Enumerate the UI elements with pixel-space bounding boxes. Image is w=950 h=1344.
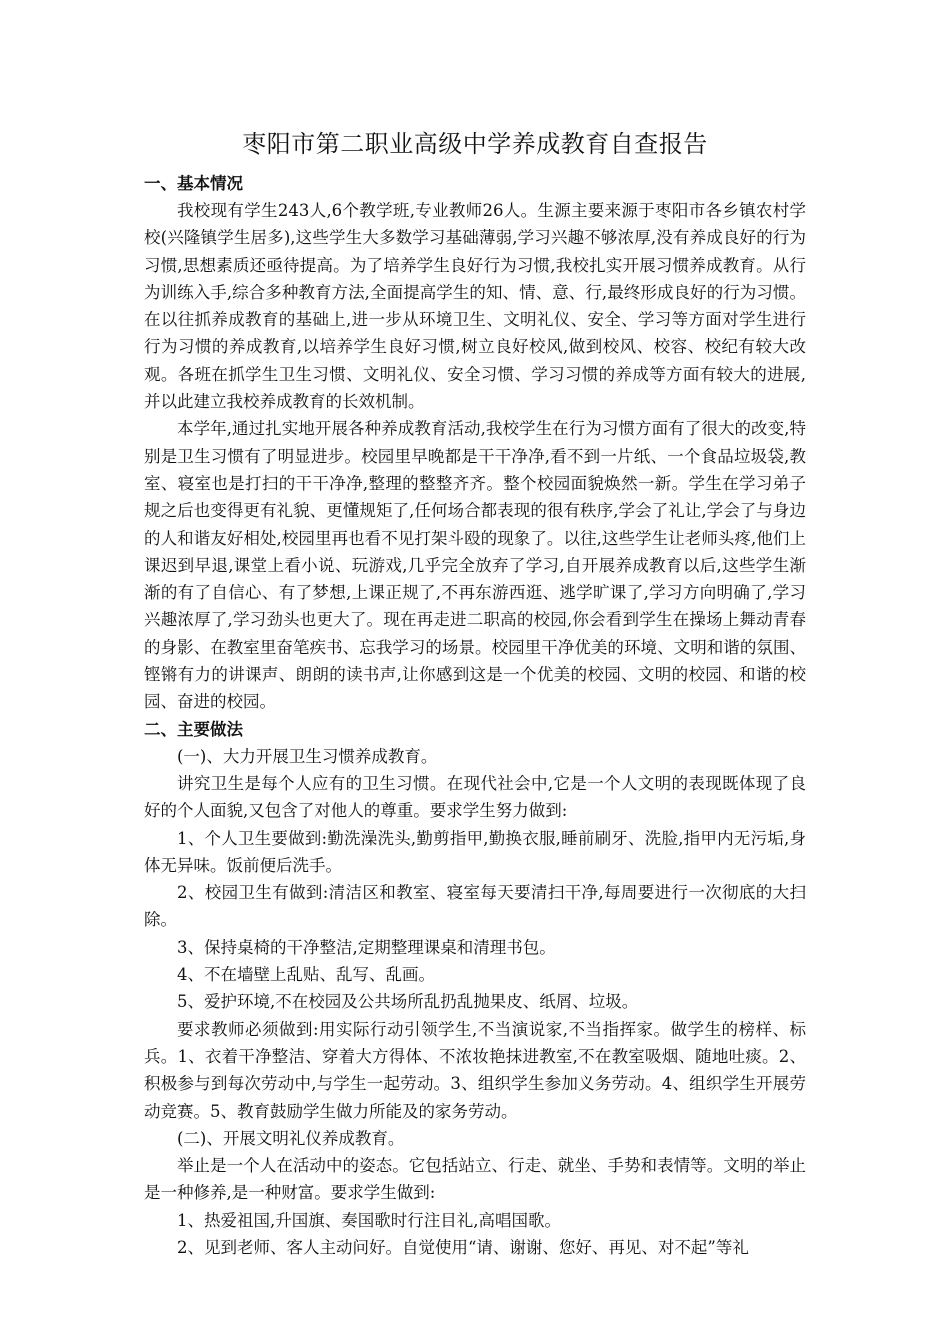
- list-item: 2、见到老师、客人主动问好。自觉使用“请、谢谢、您好、再见、对不起”等礼: [177, 1237, 749, 1257]
- list-item: 2、校园卫生有做到:清洁区和教室、寝室每天要清扫干净,每周要进行一次彻底的大扫除。: [144, 883, 806, 930]
- subheading: (一)、大力开展卫生习惯养成教育。: [177, 746, 438, 766]
- subheading: (二)、开展文明礼仪养成教育。: [177, 1128, 405, 1148]
- document-title: 枣阳市第二职业高级中学养成教育自查报告: [242, 130, 708, 158]
- list-item: 4、不在墙壁上乱贴、乱写、乱画。: [177, 965, 435, 985]
- section-basic-info: [144, 170, 806, 716]
- paragraph: 要求教师必须做到:用实际行动引领学生,不当演说家,不当指挥家。做学生的榜样、标兵。1、衣着干净整洁、穿着大方得体、不浓妆艳抹进教室,不在教室吸烟、随地吐痰。2、积极参与到每次劳动中,与学生一起劳动。3、组织学生参加义务劳动。4、组织学生开展劳动竞赛。5、教育鼓励学生做力所能及的家务劳动。: [144, 1019, 806, 1121]
- section-heading: 二、主要做法: [144, 719, 243, 739]
- section-heading: 一、基本情况: [144, 174, 243, 193]
- list-item: 5、爱护环境,不在校园及公共场所乱扔乱抛果皮、纸屑、垃圾。: [177, 992, 639, 1012]
- list-item: 3、保持桌椅的干净整洁,定期整理课桌和清理书包。: [177, 937, 556, 957]
- list-item: 1、个人卫生要做到:勤洗澡洗头,勤剪指甲,勤换衣服,睡前刷牙、洗脸,指甲内无污垢,身体无异味。饭前便后洗手。: [144, 828, 806, 875]
- paragraph: 讲究卫生是每个人应有的卫生习惯。在现代社会中,它是一个人文明的表现既体现了良好的个人面貌,又包含了对他人的尊重。要求学生努力做到:: [144, 773, 806, 821]
- paragraph: 我校现有学生243人,6个教学班,专业教师26人。生源主要来源于枣阳市各乡镇农村学校(兴隆镇学生居多),这些学生大多数学习基础薄弱,学习兴趣不够浓厚,没有养成良好的行为习惯,思想素质还亟待提高。为了培养学生良好行为习惯,我校扎实开展习惯养成教育。从行为训练入手,综合多种教育方法,全面提高学生的知、情、意、行,最终形成良好的行为习惯。在以往抓养成教育的基础上,进一步从环境卫生、文明礼仪、安全、学习等方面对学生进行行为习惯的养成教育,以培养学生良好习惯,树立良好校风,做到校风、校容、校纪有较大改观。各班在抓学生卫生习惯、文明礼仪、安全习惯、学习习惯的养成等方面有较大的进展,并以此建立我校养成教育的长效机制。: [144, 201, 806, 412]
- section-main-practices: [144, 716, 806, 1262]
- document-page: [144, 124, 806, 1261]
- paragraph: 举止是一个人在活动中的姿态。它包括站立、行走、就坐、手势和表情等。文明的举止是一种修养,是一种财富。要求学生做到:: [144, 1156, 806, 1203]
- paragraph: 本学年,通过扎实地开展各种养成教育活动,我校学生在行为习惯方面有了很大的改变,特别是卫生习惯有了明显进步。校园里早晚都是干干净净,看不到一片纸、一个食品垃圾袋,教室、寝室也是打扫的干干净净,整理的整整齐齐。整个校园面貌焕然一新。学生在学习弟子规之后也变得更有礼貌、更懂规矩了,任何场合都表现的很有秩序,学会了礼让,学会了与身边的人和谐友好相处,校园里再也看不见打架斗殴的现象了。以往,这些学生让老师头疼,他们上课迟到早退,课堂上看小说、玩游戏,几乎完全放弃了学习,自开展养成教育以后,这些学生渐渐的有了自信心、有了梦想,上课正规了,不再东游西逛、逃学旷课了,学习方向明确了,学习兴趣浓厚了,学习劲头也更大了。现在再走进二职高的校园,你会看到学生在操场上舞动青春的身影、在教室里奋笔疾书、忘我学习的场景。校园里干净优美的环境、文明和谐的氛围、铿锵有力的讲课声、朗朗的读书声,让你感到这是一个优美的校园、文明的校园、和谐的校园、奋进的校园。: [144, 419, 806, 712]
- list-item: 1、热爱祖国,升国旗、奏国歌时行注目礼,高唱国歌。: [177, 1210, 561, 1230]
